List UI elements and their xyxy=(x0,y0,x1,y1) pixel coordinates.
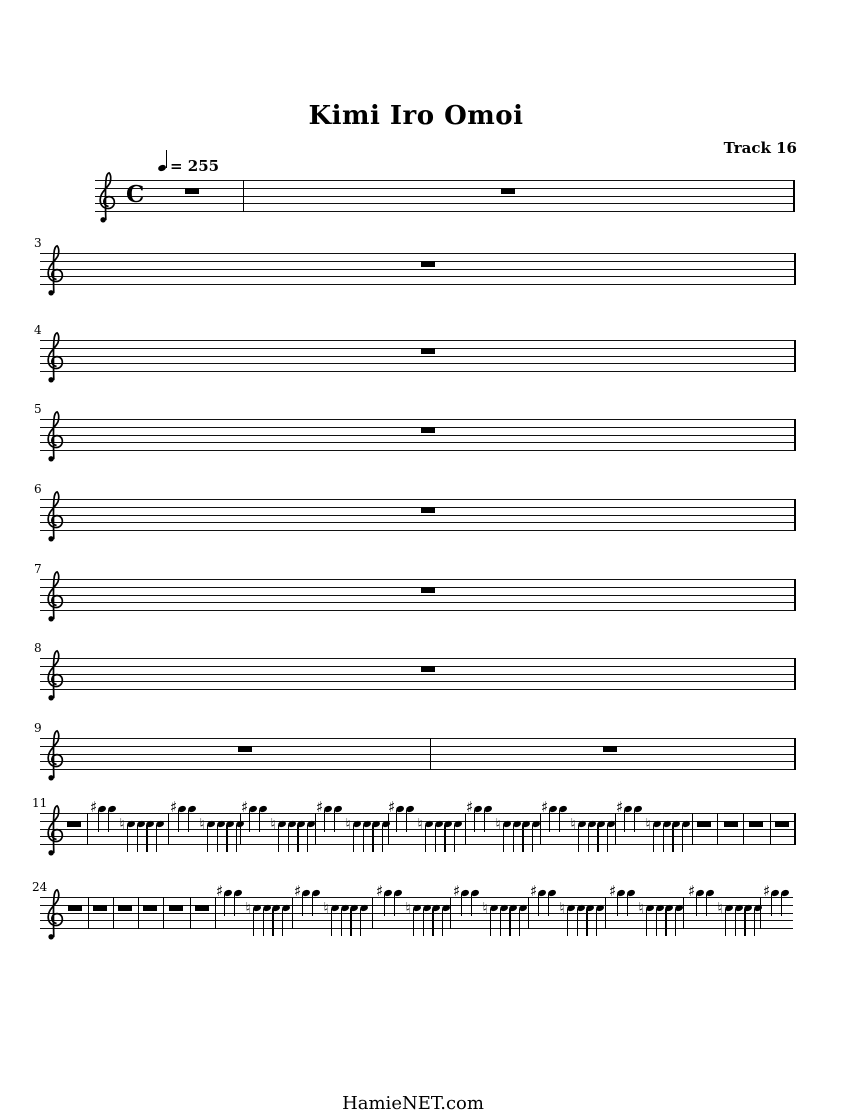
whole-rest xyxy=(169,905,183,911)
barline xyxy=(760,897,761,929)
whole-rest xyxy=(118,905,132,911)
natural-sign: ♮ xyxy=(323,898,329,917)
whole-rest xyxy=(421,666,435,672)
note-stem xyxy=(549,810,550,832)
note-stem xyxy=(706,894,707,916)
barline xyxy=(528,897,529,929)
barline xyxy=(168,813,169,845)
final-barline xyxy=(794,658,796,690)
barline xyxy=(540,813,541,845)
barline xyxy=(692,813,693,845)
staff-line xyxy=(40,348,795,349)
treble-clef-icon xyxy=(43,489,65,545)
note-stem xyxy=(484,810,485,832)
note-stem xyxy=(519,909,520,936)
natural-sign: ♮ xyxy=(405,898,411,917)
note-stem xyxy=(382,825,383,852)
treble-clef-icon xyxy=(43,648,65,704)
note-stem xyxy=(578,825,579,852)
treble-clef-icon xyxy=(43,569,65,625)
note-stem xyxy=(559,810,560,832)
whole-rest xyxy=(185,188,199,194)
sharp-sign: ♯ xyxy=(530,882,538,900)
barline xyxy=(88,897,89,929)
natural-sign: ♮ xyxy=(119,814,125,833)
final-barline xyxy=(794,738,796,770)
tempo-note-stem xyxy=(166,150,167,168)
note-stem xyxy=(771,894,772,916)
note-stem xyxy=(577,909,578,936)
measure-number: 5 xyxy=(34,402,42,416)
staff-line xyxy=(40,666,795,667)
staff-line xyxy=(40,450,795,451)
staff-line xyxy=(95,180,794,181)
staff-line xyxy=(95,196,794,197)
barline xyxy=(717,813,718,845)
staff-line xyxy=(40,284,795,285)
measure-number: 4 xyxy=(34,323,42,337)
barline xyxy=(770,813,771,845)
final-barline xyxy=(794,579,796,611)
barline xyxy=(315,813,316,845)
treble-clef-icon xyxy=(43,887,65,943)
note-stem xyxy=(127,825,128,852)
final-barline xyxy=(794,813,796,845)
sharp-sign: ♯ xyxy=(609,882,617,900)
note-stem xyxy=(588,825,589,852)
note-stem xyxy=(259,810,260,832)
note-stem xyxy=(754,909,755,936)
whole-rest xyxy=(501,188,515,194)
staff-line xyxy=(40,754,795,755)
note-stem xyxy=(725,909,726,936)
note-stem xyxy=(272,909,273,936)
staff-line xyxy=(40,761,795,762)
note-stem xyxy=(442,909,443,936)
sharp-sign: ♯ xyxy=(376,882,384,900)
natural-sign: ♮ xyxy=(345,814,351,833)
note-stem xyxy=(423,909,424,936)
whole-rest xyxy=(67,821,81,827)
whole-rest xyxy=(195,905,209,911)
note-stem xyxy=(372,825,373,852)
staff-line xyxy=(40,689,795,690)
sharp-sign: ♯ xyxy=(541,798,549,816)
note-stem xyxy=(226,825,227,852)
staff-line xyxy=(40,681,795,682)
sharp-sign: ♯ xyxy=(688,882,696,900)
natural-sign: ♮ xyxy=(417,814,423,833)
note-stem xyxy=(500,909,501,936)
barline xyxy=(87,813,88,845)
note-stem xyxy=(634,810,635,832)
track-label: Track 16 xyxy=(723,139,797,157)
note-stem xyxy=(353,825,354,852)
note-stem xyxy=(503,825,504,852)
note-stem xyxy=(253,909,254,936)
treble-clef-icon xyxy=(95,170,117,226)
sharp-sign: ♯ xyxy=(294,882,302,900)
note-stem xyxy=(461,894,462,916)
note-stem xyxy=(363,825,364,852)
staff-line xyxy=(95,203,794,204)
final-barline xyxy=(794,419,796,451)
tempo-value: = 255 xyxy=(170,156,220,175)
whole-rest xyxy=(603,746,617,752)
note-stem xyxy=(646,909,647,936)
staff-line xyxy=(40,340,795,341)
note-stem xyxy=(384,894,385,916)
barline xyxy=(138,897,139,929)
note-stem xyxy=(682,825,683,852)
measure-number: 7 xyxy=(34,562,42,576)
staff-line xyxy=(40,595,795,596)
natural-sign: ♮ xyxy=(645,814,651,833)
measure-number: 3 xyxy=(34,236,42,250)
note-stem xyxy=(331,909,332,936)
staff-line xyxy=(40,522,795,523)
note-stem xyxy=(735,909,736,936)
note-stem xyxy=(675,909,676,936)
treble-clef-icon xyxy=(43,728,65,784)
note-stem xyxy=(324,810,325,832)
natural-sign: ♮ xyxy=(717,898,723,917)
note-stem xyxy=(234,894,235,916)
sharp-sign: ♯ xyxy=(316,798,324,816)
page-title: Kimi Iro Omoi xyxy=(308,101,524,131)
staff-line xyxy=(40,587,795,588)
measure-number: 11 xyxy=(32,796,48,810)
note-stem xyxy=(617,894,618,916)
whole-rest xyxy=(749,821,763,827)
staff-line xyxy=(40,427,795,428)
time-signature: C xyxy=(126,181,145,208)
treble-clef-icon xyxy=(43,243,65,299)
note-stem xyxy=(156,825,157,852)
whole-rest xyxy=(143,905,157,911)
note-stem xyxy=(567,909,568,936)
sharp-sign: ♯ xyxy=(216,882,224,900)
note-stem xyxy=(413,909,414,936)
whole-rest xyxy=(68,905,82,911)
natural-sign: ♮ xyxy=(270,814,276,833)
barline xyxy=(292,897,293,929)
note-stem xyxy=(263,909,264,936)
note-stem xyxy=(137,825,138,852)
note-stem xyxy=(672,825,673,852)
note-stem xyxy=(188,810,189,832)
treble-clef-icon xyxy=(43,330,65,386)
staff-line xyxy=(40,658,795,659)
staff-line xyxy=(95,188,794,189)
barline xyxy=(113,897,114,929)
note-stem xyxy=(696,894,697,916)
note-stem xyxy=(236,825,237,852)
staff-line xyxy=(40,746,795,747)
note-stem xyxy=(624,810,625,832)
note-stem xyxy=(474,810,475,832)
natural-sign: ♮ xyxy=(570,814,576,833)
whole-rest xyxy=(421,507,435,513)
staff-line xyxy=(40,897,793,898)
note-stem xyxy=(282,909,283,936)
barline xyxy=(388,813,389,845)
whole-rest xyxy=(775,821,789,827)
final-barline xyxy=(793,180,795,212)
sharp-sign: ♯ xyxy=(453,882,461,900)
barline xyxy=(465,813,466,845)
note-stem xyxy=(522,825,523,852)
note-stem xyxy=(435,825,436,852)
note-stem xyxy=(396,810,397,832)
note-stem xyxy=(302,894,303,916)
treble-clef-icon xyxy=(43,409,65,465)
note-stem xyxy=(538,894,539,916)
note-stem xyxy=(656,909,657,936)
staff-line xyxy=(40,507,795,508)
barline xyxy=(615,813,616,845)
measure-number: 24 xyxy=(32,880,48,894)
staff-line xyxy=(40,261,795,262)
barline xyxy=(240,813,241,845)
staff-line xyxy=(40,515,795,516)
note-stem xyxy=(312,894,313,916)
sharp-sign: ♯ xyxy=(466,798,474,816)
note-stem xyxy=(596,909,597,936)
sharp-sign: ♯ xyxy=(763,882,771,900)
footer-watermark: HamieNET.com xyxy=(342,1093,484,1114)
staff-line xyxy=(40,371,795,372)
whole-rest xyxy=(421,348,435,354)
note-stem xyxy=(217,825,218,852)
measure-number: 9 xyxy=(34,721,42,735)
barline xyxy=(372,897,373,929)
measure-number: 6 xyxy=(34,482,42,496)
whole-rest xyxy=(421,587,435,593)
note-stem xyxy=(471,894,472,916)
note-stem xyxy=(432,909,433,936)
staff-line xyxy=(40,442,795,443)
staff-line xyxy=(40,253,795,254)
note-stem xyxy=(509,909,510,936)
staff-line xyxy=(40,579,795,580)
barline xyxy=(163,897,164,929)
staff-line xyxy=(40,813,795,814)
treble-clef-icon xyxy=(43,803,65,859)
note-stem xyxy=(607,825,608,852)
whole-rest xyxy=(93,905,107,911)
whole-rest xyxy=(238,746,252,752)
barline xyxy=(450,897,451,929)
staff-line xyxy=(40,769,795,770)
staff-line xyxy=(40,674,795,675)
barline xyxy=(190,897,191,929)
note-stem xyxy=(548,894,549,916)
sharp-sign: ♯ xyxy=(241,798,249,816)
staff-line xyxy=(40,913,793,914)
natural-sign: ♮ xyxy=(495,814,501,833)
natural-sign: ♮ xyxy=(245,898,251,917)
note-stem xyxy=(350,909,351,936)
natural-sign: ♮ xyxy=(559,898,565,917)
note-stem xyxy=(781,894,782,916)
note-stem xyxy=(627,894,628,916)
note-stem xyxy=(249,810,250,832)
note-stem xyxy=(146,825,147,852)
note-stem xyxy=(532,825,533,852)
note-stem xyxy=(207,825,208,852)
staff-line xyxy=(40,276,795,277)
barline xyxy=(743,813,744,845)
note-stem xyxy=(663,825,664,852)
note-stem xyxy=(334,810,335,832)
note-stem xyxy=(744,909,745,936)
final-barline xyxy=(794,253,796,285)
staff-line xyxy=(40,602,795,603)
staff-line xyxy=(40,419,795,420)
whole-rest xyxy=(421,427,435,433)
final-barline xyxy=(794,499,796,531)
sharp-sign: ♯ xyxy=(90,798,98,816)
note-stem xyxy=(425,825,426,852)
staff-line xyxy=(95,211,794,212)
barline xyxy=(215,897,216,929)
whole-rest xyxy=(724,821,738,827)
note-stem xyxy=(513,825,514,852)
staff-line xyxy=(40,356,795,357)
note-stem xyxy=(178,810,179,832)
natural-sign: ♮ xyxy=(638,898,644,917)
staff-line xyxy=(40,610,795,611)
whole-rest xyxy=(421,261,435,267)
note-stem xyxy=(490,909,491,936)
note-stem xyxy=(406,810,407,832)
note-stem xyxy=(288,825,289,852)
staff-line xyxy=(40,269,795,270)
note-stem xyxy=(297,825,298,852)
note-stem xyxy=(586,909,587,936)
barline xyxy=(430,738,431,770)
staff-line xyxy=(40,928,793,929)
final-barline xyxy=(794,340,796,372)
note-stem xyxy=(278,825,279,852)
staff-line xyxy=(40,738,795,739)
note-stem xyxy=(394,894,395,916)
barline xyxy=(683,897,684,929)
note-stem xyxy=(444,825,445,852)
note-stem xyxy=(341,909,342,936)
note-stem xyxy=(597,825,598,852)
staff-line xyxy=(40,499,795,500)
natural-sign: ♮ xyxy=(199,814,205,833)
note-stem xyxy=(665,909,666,936)
staff-line xyxy=(40,530,795,531)
natural-sign: ♮ xyxy=(482,898,488,917)
note-stem xyxy=(224,894,225,916)
staff-line xyxy=(40,363,795,364)
note-stem xyxy=(360,909,361,936)
note-stem xyxy=(108,810,109,832)
sharp-sign: ♯ xyxy=(388,798,396,816)
barline xyxy=(243,180,244,212)
sharp-sign: ♯ xyxy=(170,798,178,816)
sharp-sign: ♯ xyxy=(616,798,624,816)
measure-number: 8 xyxy=(34,641,42,655)
note-stem xyxy=(454,825,455,852)
note-stem xyxy=(98,810,99,832)
barline xyxy=(605,897,606,929)
note-stem xyxy=(307,825,308,852)
note-stem xyxy=(653,825,654,852)
staff-line xyxy=(40,920,793,921)
staff-line xyxy=(40,435,795,436)
whole-rest xyxy=(697,821,711,827)
